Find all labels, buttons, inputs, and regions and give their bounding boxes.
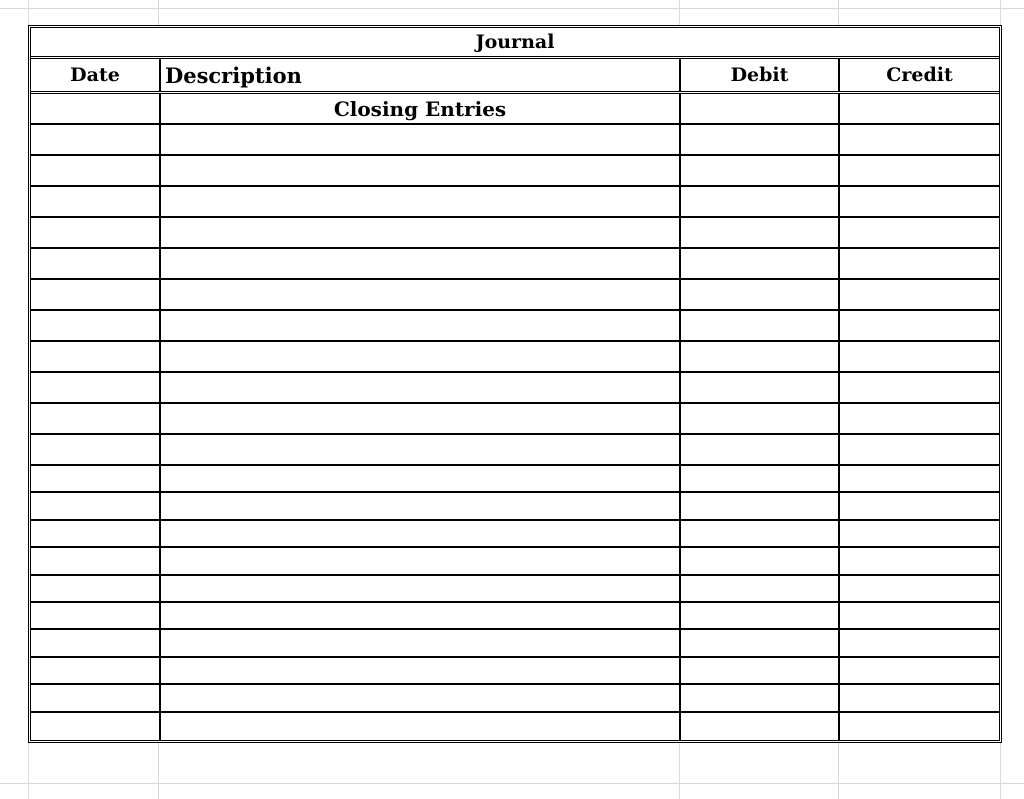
debit-cell[interactable]: [681, 435, 840, 464]
debit-cell[interactable]: [681, 548, 840, 573]
table-row: [31, 373, 999, 404]
debit-cell[interactable]: [681, 218, 840, 247]
credit-cell[interactable]: [840, 218, 999, 247]
credit-cell[interactable]: [840, 658, 999, 683]
credit-cell[interactable]: [840, 280, 999, 309]
credit-cell[interactable]: [840, 404, 999, 433]
table-row: [31, 603, 999, 630]
sheet-gridline: [0, 783, 1024, 784]
debit-cell[interactable]: [681, 521, 840, 546]
debit-cell[interactable]: [681, 249, 840, 278]
description-cell[interactable]: [161, 630, 681, 655]
date-column-header: Date: [31, 59, 161, 91]
date-cell[interactable]: [31, 218, 161, 247]
journal-rows: [31, 94, 999, 740]
journal-title: Journal: [31, 28, 999, 59]
table-row: [31, 466, 999, 493]
description-cell[interactable]: [161, 187, 681, 216]
table-row: [31, 685, 999, 712]
debit-cell[interactable]: [681, 658, 840, 683]
table-row: [31, 125, 999, 156]
table-row: [31, 187, 999, 218]
date-cell[interactable]: [31, 342, 161, 371]
date-cell[interactable]: [31, 603, 161, 628]
date-cell[interactable]: [31, 249, 161, 278]
debit-cell[interactable]: [681, 603, 840, 628]
description-cell[interactable]: [161, 311, 681, 340]
credit-cell[interactable]: [840, 713, 999, 740]
credit-cell[interactable]: [840, 125, 999, 154]
date-cell[interactable]: [31, 630, 161, 655]
description-cell[interactable]: [161, 548, 681, 573]
table-row: [31, 218, 999, 249]
description-cell[interactable]: [161, 521, 681, 546]
date-cell[interactable]: [31, 125, 161, 154]
description-cell[interactable]: [161, 603, 681, 628]
debit-cell[interactable]: [681, 156, 840, 185]
date-cell[interactable]: [31, 156, 161, 185]
credit-cell[interactable]: [840, 187, 999, 216]
credit-cell[interactable]: [840, 576, 999, 601]
date-cell[interactable]: [31, 373, 161, 402]
credit-cell[interactable]: [840, 156, 999, 185]
date-cell[interactable]: [31, 548, 161, 573]
date-cell[interactable]: [31, 94, 161, 123]
debit-cell[interactable]: [681, 187, 840, 216]
credit-cell[interactable]: [840, 311, 999, 340]
column-header-row: [31, 59, 999, 94]
table-row: [31, 576, 999, 603]
description-cell[interactable]: [161, 658, 681, 683]
table-row: [31, 156, 999, 187]
description-cell[interactable]: [161, 685, 681, 710]
table-row: [31, 713, 999, 740]
date-cell[interactable]: [31, 187, 161, 216]
table-row: [31, 630, 999, 657]
date-cell[interactable]: [31, 493, 161, 518]
credit-cell[interactable]: [840, 521, 999, 546]
section-title-cell[interactable]: Closing Entries: [161, 94, 681, 123]
credit-cell[interactable]: [840, 466, 999, 491]
credit-cell[interactable]: [840, 548, 999, 573]
debit-cell[interactable]: [681, 280, 840, 309]
table-row: [31, 521, 999, 548]
table-row: [31, 548, 999, 575]
credit-column-header: Credit: [886, 64, 953, 86]
date-cell[interactable]: [31, 685, 161, 710]
description-cell[interactable]: [161, 373, 681, 402]
credit-cell[interactable]: [840, 342, 999, 371]
description-column-header: Description: [161, 59, 681, 91]
credit-cell[interactable]: [840, 94, 999, 123]
debit-cell[interactable]: [681, 630, 840, 655]
journal-table: [28, 25, 1002, 743]
date-cell[interactable]: [31, 404, 161, 433]
table-row: [31, 435, 999, 466]
debit-cell[interactable]: [681, 493, 840, 518]
debit-column-header: Debit: [681, 59, 840, 91]
description-cell[interactable]: [161, 125, 681, 154]
debit-cell[interactable]: [681, 94, 840, 123]
credit-cell[interactable]: [840, 493, 999, 518]
credit-cell[interactable]: [840, 685, 999, 710]
credit-cell[interactable]: [840, 630, 999, 655]
debit-cell[interactable]: [681, 342, 840, 371]
debit-cell[interactable]: [681, 576, 840, 601]
date-cell[interactable]: [31, 576, 161, 601]
date-cell[interactable]: [31, 713, 161, 740]
credit-cell[interactable]: [840, 435, 999, 464]
description-cell[interactable]: [161, 435, 681, 464]
date-cell[interactable]: [31, 280, 161, 309]
table-row: [31, 658, 999, 685]
description-cell[interactable]: [161, 342, 681, 371]
date-cell[interactable]: [31, 521, 161, 546]
description-cell[interactable]: [161, 713, 681, 740]
description-cell[interactable]: [161, 404, 681, 433]
table-row: [31, 280, 999, 311]
table-row: [31, 342, 999, 373]
debit-cell[interactable]: [681, 311, 840, 340]
date-cell[interactable]: [31, 311, 161, 340]
credit-cell[interactable]: [840, 249, 999, 278]
date-cell[interactable]: [31, 466, 161, 491]
debit-cell[interactable]: [681, 404, 840, 433]
description-cell[interactable]: [161, 218, 681, 247]
description-cell[interactable]: [161, 156, 681, 185]
description-cell[interactable]: [161, 249, 681, 278]
debit-cell[interactable]: [681, 466, 840, 491]
description-cell[interactable]: [161, 493, 681, 518]
date-cell[interactable]: [31, 435, 161, 464]
debit-cell[interactable]: [681, 373, 840, 402]
description-cell[interactable]: [161, 576, 681, 601]
credit-cell[interactable]: [840, 373, 999, 402]
date-cell[interactable]: [31, 658, 161, 683]
debit-cell[interactable]: [681, 685, 840, 710]
table-row: [31, 404, 999, 435]
table-row: [31, 311, 999, 342]
table-row: [31, 493, 999, 520]
description-cell[interactable]: [161, 466, 681, 491]
debit-cell[interactable]: [681, 125, 840, 154]
description-cell[interactable]: [161, 280, 681, 309]
table-row: [31, 94, 999, 125]
debit-cell[interactable]: [681, 713, 840, 740]
credit-cell[interactable]: [840, 603, 999, 628]
sheet-gridline: [0, 8, 1024, 9]
table-row: [31, 249, 999, 280]
